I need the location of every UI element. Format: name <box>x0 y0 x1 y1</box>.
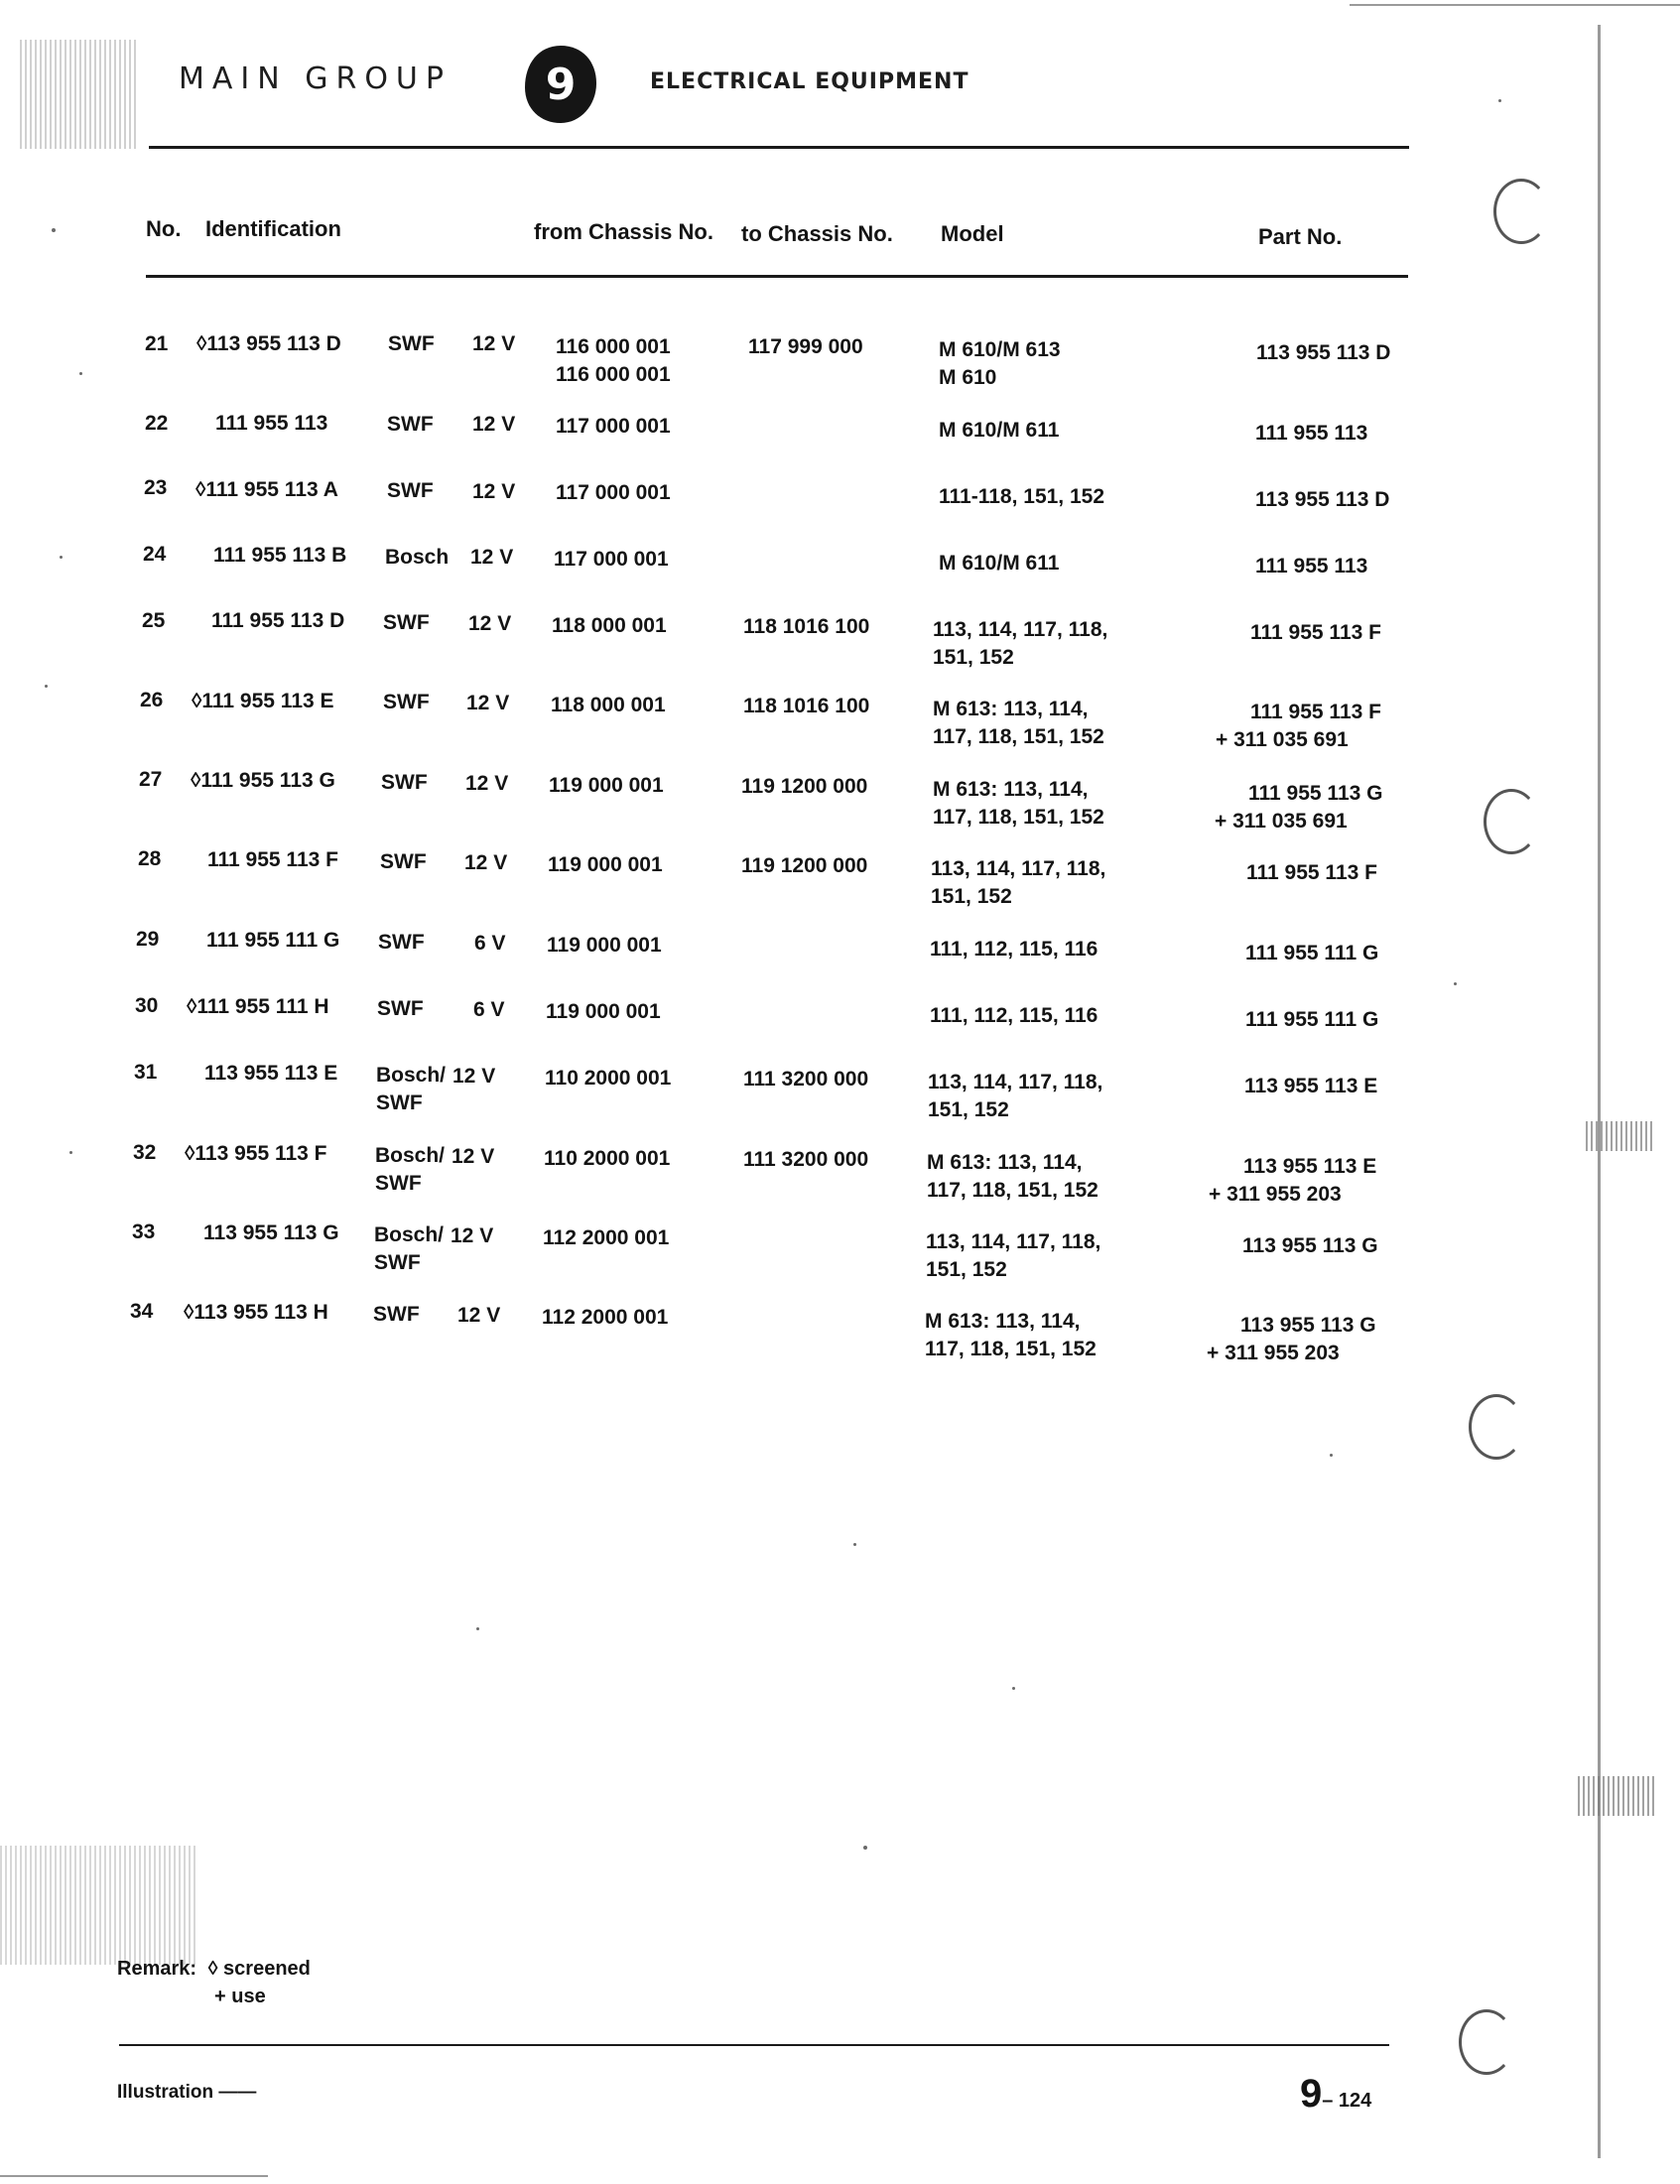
row-no: 26 <box>140 689 164 711</box>
page-number-major: 9 <box>1300 2072 1323 2116</box>
row-maker: Bosch/ SWF <box>375 1144 446 1195</box>
row-from-chassis: 116 000 001 <box>556 363 671 386</box>
row-maker: SWF <box>387 479 434 502</box>
row-voltage: 12 V <box>472 413 516 436</box>
row-model: 151, 152 <box>933 646 1014 669</box>
row-no: 22 <box>145 412 169 435</box>
row-part-no: 113 955 113 D <box>1255 488 1390 511</box>
row-model: M 610/M 613 <box>939 338 1061 361</box>
row-voltage: 12 V <box>451 1224 494 1247</box>
row-voltage: 12 V <box>457 1304 501 1327</box>
row-part-no: 113 955 113 G <box>1240 1314 1376 1337</box>
row-voltage: 12 V <box>468 612 512 635</box>
scan-speck <box>853 1543 856 1546</box>
row-maker: Bosch/ SWF <box>376 1064 447 1114</box>
group-number-badge <box>521 40 600 129</box>
row-voltage: 12 V <box>465 772 509 795</box>
col-no: No. <box>146 216 182 241</box>
header-rule <box>149 146 1409 149</box>
col-part-no: Part No. <box>1258 224 1343 249</box>
row-from-chassis: 118 000 001 <box>551 694 666 716</box>
row-voltage: 6 V <box>473 998 505 1021</box>
scan-speck <box>1498 99 1501 102</box>
page-number-minor: – 124 <box>1322 2090 1372 2112</box>
binder-ring-4 <box>1459 2009 1514 2075</box>
row-identification: 111 955 111 G <box>206 929 340 952</box>
row-identification: 111 955 113 B <box>213 544 347 567</box>
row-from-chassis: 112 2000 001 <box>542 1306 669 1329</box>
row-identification: ◊113 955 113 D <box>196 332 341 355</box>
scan-speck <box>476 1627 479 1630</box>
row-identification: 111 955 113 <box>215 412 328 435</box>
row-part-no: 111 955 113 F <box>1250 621 1381 644</box>
row-maker: Bosch <box>385 546 450 569</box>
row-maker: SWF <box>387 413 434 436</box>
row-maker: SWF <box>383 691 430 713</box>
row-identification: 111 955 113 D <box>211 609 345 632</box>
row-voltage: 12 V <box>472 480 516 503</box>
row-voltage: 12 V <box>452 1145 495 1168</box>
row-part-no: 113 955 113 D <box>1256 341 1391 364</box>
row-part-no: 113 955 113 G <box>1242 1234 1378 1257</box>
page-header <box>179 40 1409 129</box>
remark-use: + use <box>214 1986 266 2007</box>
section-title: ELECTRICAL EQUIPMENT <box>650 69 969 94</box>
row-identification: ◊111 955 113 G <box>191 769 335 792</box>
illustration-label: Illustration —— <box>117 2082 257 2103</box>
row-no: 29 <box>136 928 160 951</box>
row-maker: SWF <box>380 850 427 873</box>
row-identification: 113 955 113 G <box>203 1221 339 1244</box>
row-maker: SWF <box>388 332 435 355</box>
row-voltage: 12 V <box>464 851 508 874</box>
row-model: 111, 112, 115, 116 <box>930 938 1098 961</box>
row-model: 111, 112, 115, 116 <box>930 1004 1098 1027</box>
binder-ring-1 <box>1493 179 1549 244</box>
row-model: 113, 114, 117, 118, <box>933 618 1108 641</box>
row-part-no: 111 955 111 G <box>1245 1008 1379 1031</box>
row-no: 25 <box>142 609 166 632</box>
col-from-chassis: from Chassis No. <box>534 219 713 244</box>
row-from-chassis: 110 2000 001 <box>545 1067 672 1090</box>
row-no: 31 <box>134 1061 158 1084</box>
row-to-chassis: 111 3200 000 <box>743 1068 869 1091</box>
row-model: 151, 152 <box>926 1258 1007 1281</box>
page-number <box>1300 2072 1371 2117</box>
row-model: 117, 118, 151, 152 <box>933 806 1104 829</box>
scan-noise-strip-3 <box>20 40 139 149</box>
scan-speck <box>69 1151 72 1154</box>
scan-speck <box>1454 982 1457 985</box>
row-from-chassis: 117 000 001 <box>556 481 671 504</box>
row-maker: Bosch/ SWF <box>374 1223 445 1274</box>
col-model: Model <box>941 221 1004 246</box>
row-to-chassis: 118 1016 100 <box>743 695 870 717</box>
row-part-no: 111 955 113 G <box>1248 782 1383 805</box>
row-no: 21 <box>145 332 169 355</box>
scan-noise-strip-1 <box>1586 1121 1655 1151</box>
scan-edge-binding <box>1598 25 1601 2158</box>
row-part-no: 111 955 113 F <box>1246 861 1377 884</box>
row-voltage: 12 V <box>452 1065 496 1088</box>
row-model: 111-118, 151, 152 <box>939 485 1105 508</box>
row-identification: ◊113 955 113 F <box>185 1142 327 1165</box>
row-maker: SWF <box>383 611 430 634</box>
row-model: M 613: 113, 114, <box>933 778 1089 801</box>
scan-speck <box>60 556 63 559</box>
row-to-chassis: 111 3200 000 <box>743 1148 869 1171</box>
row-to-chassis: 117 999 000 <box>748 335 863 358</box>
row-voltage: 12 V <box>472 332 516 355</box>
row-no: 23 <box>144 476 168 499</box>
row-identification: ◊111 955 113 E <box>192 690 334 712</box>
row-identification: ◊111 955 113 A <box>195 478 338 501</box>
column-header-rule <box>146 275 1408 278</box>
row-from-chassis: 117 000 001 <box>556 415 671 438</box>
row-maker: SWF <box>378 931 425 954</box>
row-part-no: + 311 035 691 <box>1216 728 1349 751</box>
row-model: M 610 <box>939 366 997 389</box>
binder-ring-3 <box>1469 1394 1524 1460</box>
row-part-no: + 311 035 691 <box>1215 810 1348 833</box>
scan-noise-strip-2 <box>1578 1776 1657 1816</box>
row-part-no: 111 955 113 <box>1255 555 1368 578</box>
row-maker: SWF <box>373 1303 420 1326</box>
row-no: 30 <box>135 994 159 1017</box>
scan-speck <box>52 228 56 232</box>
row-from-chassis: 118 000 001 <box>552 614 667 637</box>
group-number: 9 <box>545 60 577 110</box>
row-part-no: 113 955 113 E <box>1243 1155 1377 1178</box>
row-model: 117, 118, 151, 152 <box>925 1338 1097 1360</box>
row-part-no: + 311 955 203 <box>1207 1342 1340 1364</box>
row-model: 113, 114, 117, 118, <box>928 1071 1103 1093</box>
row-to-chassis: 119 1200 000 <box>741 775 868 798</box>
row-no: 33 <box>132 1220 156 1243</box>
row-voltage: 12 V <box>466 692 510 714</box>
scan-speck <box>1330 1454 1333 1457</box>
remark-label: Remark: <box>117 1958 197 1980</box>
row-no: 34 <box>130 1300 154 1323</box>
row-to-chassis: 119 1200 000 <box>741 854 868 877</box>
row-from-chassis: 119 000 001 <box>546 1000 661 1023</box>
col-identification: Identification <box>205 216 341 241</box>
row-model: 151, 152 <box>928 1098 1009 1121</box>
row-model: 151, 152 <box>931 885 1012 908</box>
scan-speck <box>79 372 82 375</box>
scan-edge-bottom <box>0 2175 268 2177</box>
row-part-no: 111 955 111 G <box>1245 942 1379 964</box>
row-part-no: 113 955 113 E <box>1244 1075 1378 1097</box>
row-from-chassis: 119 000 001 <box>549 774 664 797</box>
scan-speck <box>1012 1687 1015 1690</box>
row-part-no: 111 955 113 F <box>1250 701 1381 723</box>
remark-note <box>117 1955 311 2010</box>
row-identification: 113 955 113 E <box>204 1062 338 1085</box>
scan-edge-top <box>1350 4 1680 6</box>
row-from-chassis: 119 000 001 <box>548 853 663 876</box>
row-from-chassis: 119 000 001 <box>547 934 662 957</box>
row-from-chassis: 112 2000 001 <box>543 1226 670 1249</box>
row-model: M 610/M 611 <box>939 552 1060 575</box>
row-model: 113, 114, 117, 118, <box>931 857 1106 880</box>
binder-ring-2 <box>1484 789 1539 854</box>
row-model: 117, 118, 151, 152 <box>927 1179 1098 1202</box>
row-model: M 610/M 611 <box>939 419 1060 442</box>
col-to-chassis: to Chassis No. <box>741 221 893 246</box>
main-group-label: MAIN GROUP <box>179 62 452 96</box>
row-model: M 613: 113, 114, <box>933 698 1089 720</box>
row-to-chassis: 118 1016 100 <box>743 615 870 638</box>
remark-screened: ◊ screened <box>207 1958 311 1980</box>
scan-speck <box>45 685 48 688</box>
row-part-no: + 311 955 203 <box>1209 1183 1342 1206</box>
row-no: 27 <box>139 768 163 791</box>
row-from-chassis: 117 000 001 <box>554 548 669 571</box>
row-no: 24 <box>143 543 167 566</box>
row-model: M 613: 113, 114, <box>925 1310 1081 1333</box>
row-no: 32 <box>133 1141 157 1164</box>
footer-rule <box>119 2044 1389 2046</box>
row-no: 28 <box>138 847 162 870</box>
row-identification: ◊111 955 111 H <box>187 995 329 1018</box>
scan-noise-strip-4 <box>0 1846 198 1965</box>
row-voltage: 6 V <box>474 932 506 955</box>
row-maker: SWF <box>381 771 428 794</box>
row-from-chassis: 110 2000 001 <box>544 1147 671 1170</box>
row-from-chassis: 116 000 001 <box>556 335 671 358</box>
row-identification: 111 955 113 F <box>207 848 338 871</box>
row-maker: SWF <box>377 997 424 1020</box>
row-voltage: 12 V <box>470 546 514 569</box>
row-model: 113, 114, 117, 118, <box>926 1230 1101 1253</box>
row-identification: ◊113 955 113 H <box>184 1301 328 1324</box>
scan-speck <box>863 1846 867 1850</box>
row-model: M 613: 113, 114, <box>927 1151 1083 1174</box>
row-part-no: 111 955 113 <box>1255 422 1368 445</box>
row-model: 117, 118, 151, 152 <box>933 725 1104 748</box>
